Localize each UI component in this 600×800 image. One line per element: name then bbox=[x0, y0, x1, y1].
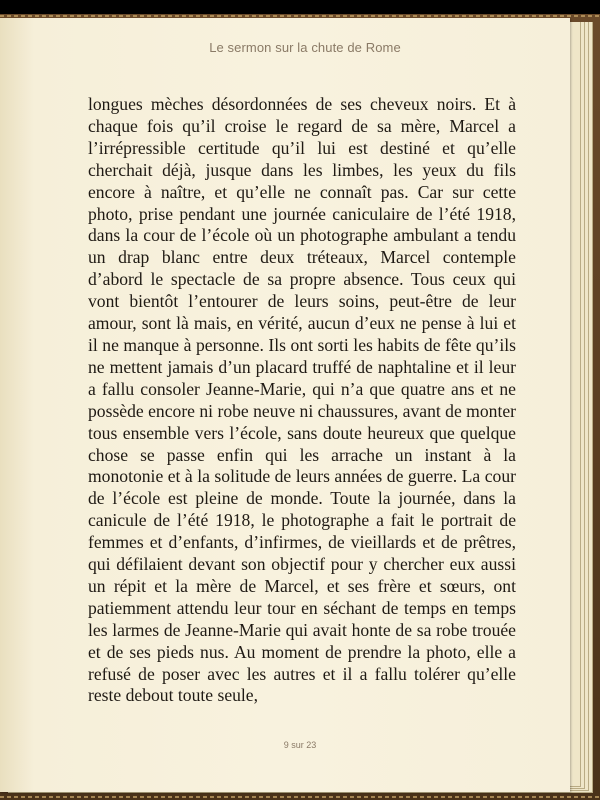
cover-stitching-bottom bbox=[0, 796, 600, 798]
status-bar bbox=[0, 0, 600, 14]
chapter-title: Le sermon sur la chute de Rome bbox=[209, 40, 401, 55]
cover-stitching-top bbox=[0, 15, 600, 17]
book-page[interactable] bbox=[0, 18, 570, 792]
page-indicator: 9 sur 23 bbox=[283, 740, 317, 750]
page-body-text: longues mèches désordonnées de ses cheveux noirs. Et à chaque fois qu’il croise le regard de sa mère, Marcel a l’irrépressible certitude qu’il lui est destiné et qu’elle cherchait déjà, jusque dans les limbes, les yeux du fils encore à naître, et qu’elle ne connaît pas. Car sur cette photo, prise pendant une journée caniculaire de l’été 1918, dans la cour de l’école où un photographe ambulant a tendu un drap blanc entre deux tréteaux, Marcel contemple d’abord le spectacle de sa propre absence. Tous ceux qui vont bientôt l’entourer de leurs soins, peut-être de leur amour, sont là mais, en vérité, aucun d’eux ne pense à lui et il ne manque à personne. Ils ont sorti les habits de fête qu’ils ne mettent jamais d’un placard truffé de naphtaline et il leur a fallu consoler Jeanne-Marie, qui n’a que quatre ans et ne possède encore ni robe neuve ni chaussures, avant de monter tous ensemble vers l’école, sans doute heureux que quelque chose se passe enfin qui les arrache un instant à la monotonie et à la solitude de leurs années de guerre. La cour de l’école est pleine de monde. Toute la journée, dans la canicule de l’été 1918, le photographe a fait le portrait de femmes et d’enfants, d’infirmes, de vieillards et de prêtres, qui défilaient devant son objectif pour y chercher eux aussi un répit et la mère de Marcel, et ses frère et sœurs, ont patiemment attendu leur tour en séchant de temps en temps les larmes de Jeanne-Marie qui avait honte de sa robe trouée et de ses pieds nus. Au moment de prendre la photo, elle a refusé de poser avec les autres et il a fallu tolérer qu’elle reste debout toute seule, bbox=[88, 94, 516, 706]
